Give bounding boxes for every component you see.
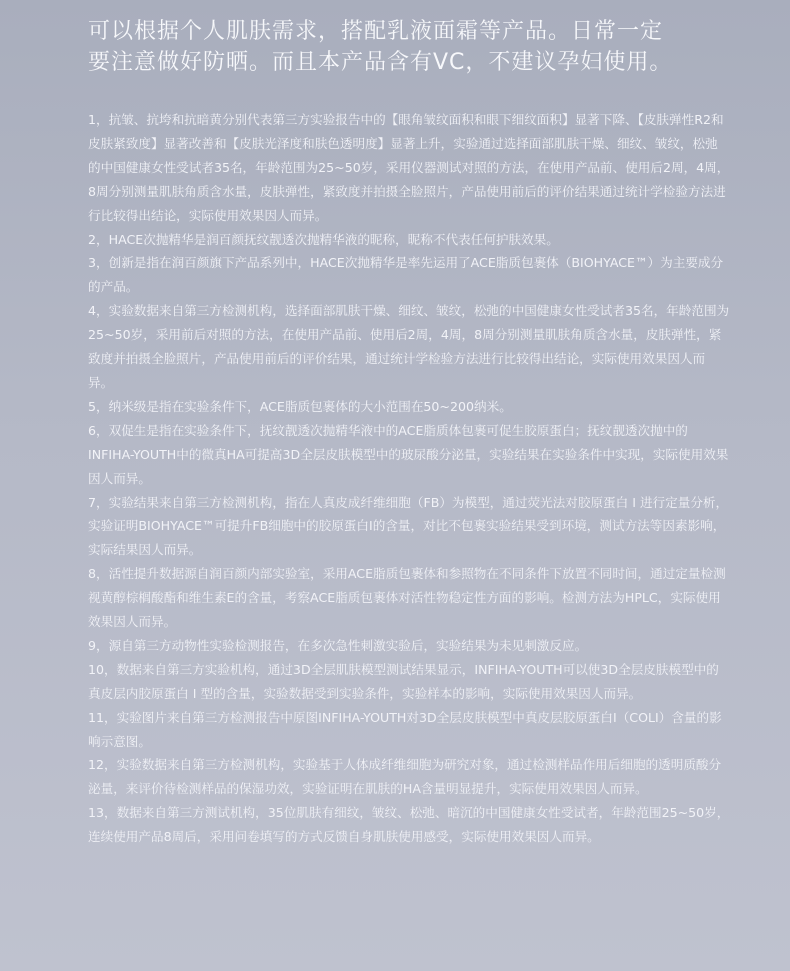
footnote-2: 2，HACE次抛精华是润百颜抚纹靓透次抛精华液的昵称，昵称不代表任何护肤效果。 <box>88 231 559 247</box>
footnote-12: 12，实验数据来自第三方检测机构，实验基于人体成纤维细胞为研究对象，通过检测样品作用后细胞的透明质酸分泌量，来评价待检测样品的保湿功效，实验证明在肌肤的HA含量明显提升，实际使用效果因人而异。 <box>88 757 722 797</box>
footnote-1: 1，抗皱、抗垮和抗暗黄分别代表第三方实验报告中的【眼角皱纹面积和眼下细纹面积】显著下降、【皮肤弹性R2和皮肤紧致度】显著改善和【皮肤光泽度和肤色透明度】显著上升，实验通过选择面部肌肤干燥、细纹、皱纹，松弛的中国健康女性受试者35名，年龄范围为25~50岁，采用仪器测试对照的方法，在使用产品前、使用后2周，4周，8周分别测量肌肤角质含水量，皮肤弹性，紧致度并拍摄全脸照片，产品使用前后的评价结果通过统计学检验方法进行比较得出结论，实际使用效果因人而异。 <box>88 112 730 223</box>
footnote-4: 4，实验数据来自第三方检测机构，选择面部肌肤干燥、细纹、皱纹，松弛的中国健康女性受试者35名，年龄范围为25~50岁，采用前后对照的方法，在使用产品前、使用后2周，4周，8周分别测量肌肤角质含水量，皮肤弹性，紧致度并拍摄全脸照片，产品使用前后的评价结果，通过统计学检验方法进行比较得出结论，实际使用效果因人而异。 <box>88 303 730 390</box>
footnote-11: 11，实验图片来自第三方检测报告中原图INFIHA-YOUTH对3D全层皮肤模型中真皮层胶原蛋白I（COLI）含量的影响示意图。 <box>88 709 722 749</box>
footnote-9: 9，源自第三方动物性实验检测报告，在多次急性刺激实验后，实验结果为未见刺激反应。 <box>88 637 588 653</box>
footnote-10: 10，数据来自第三方实验机构，通过3D全层肌肤模型测试结果显示，INFIHA-YOUTH可以使3D全层皮肤模型中的真皮层内胶原蛋白 I 型的含量，实验数据受到实验条件，实验样本的影响，实际使用效果因人而异。 <box>88 661 719 701</box>
footnote-13: 13，数据来自第三方测试机构，35位肌肤有细纹，皱纹、松弛、暗沉的中国健康女性受试者，年龄范围25~50岁，连续使用产品8周后，采用问卷填写的方式反馈自身肌肤使用感受，实际使用效果因人而异。 <box>88 805 730 845</box>
footnote-5: 5，纳米级是指在实验条件下，ACE脂质包裹体的大小范围在50~200纳米。 <box>88 398 512 414</box>
footnote-7: 7，实验结果来自第三方检测机构，指在人真皮成纤维细胞（FB）为模型，通过荧光法对胶原蛋白 I 进行定量分析，实验证明BIOHYACE™可提升FB细胞中的胶原蛋白I的含量，对比不包裹实验结果受到环境，测试方法等因素影响，实际结果因人而异。 <box>88 494 729 558</box>
footnote-3: 3，创新是指在润百颜旗下产品系列中，HACE次抛精华是率先运用了ACE脂质包裹体（BIOHYACE™）为主要成分的产品。 <box>88 255 724 295</box>
footnote-list <box>88 108 730 849</box>
footnote-8: 8，活性提升数据源自润百颜内部实验室，采用ACE脂质包裹体和参照物在不同条件下放置不同时间，通过定量检测视黄醇棕榈酸酯和维生素E的含量，考察ACE脂质包裹体对活性物稳定性方面的影响。检测方法为HPLC，实际使用效果因人而异。 <box>88 566 726 630</box>
intro-line-2: 要注意做好防晒。而且本产品含有VC，不建议孕妇使用。 <box>88 50 673 75</box>
footnote-6: 6，双促生是指在实验条件下，抚纹靓透次抛精华液中的ACE脂质体包裹可促生胶原蛋白；抚纹靓透次抛中的INFIHA-YOUTH中的微真HA可提高3D全层皮肤模型中的玻尿酸分泌量，实验结果在实验条件中实现，实际使用效果因人而异。 <box>88 422 729 486</box>
intro-heading <box>88 16 730 78</box>
intro-line-1: 可以根据个人肌肤需求，搭配乳液面霜等产品。日常一定 <box>88 19 664 44</box>
